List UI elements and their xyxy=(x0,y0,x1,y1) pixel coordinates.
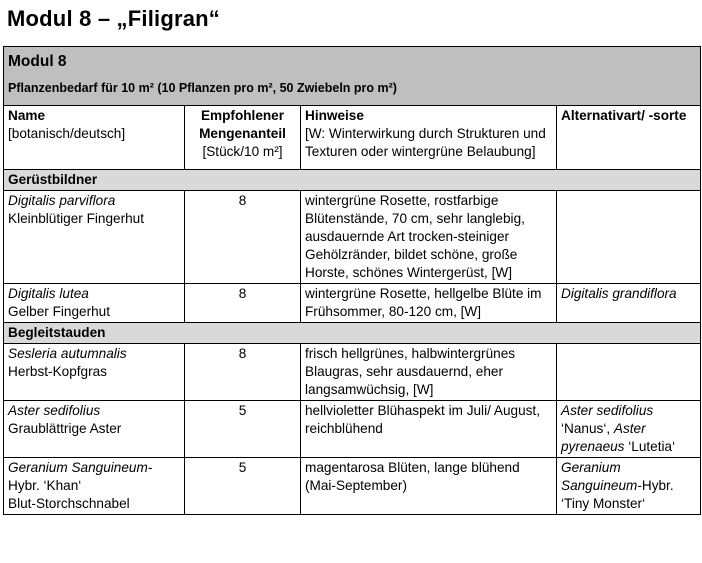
alt-cell xyxy=(557,401,701,458)
alt-name-part: Aster pyrenaeus xyxy=(561,421,646,454)
german-name: Herbst-Kopfgras xyxy=(8,364,107,379)
group-label: Gerüstbildner xyxy=(4,170,701,191)
german-name: Kleinblütiger Fingerhut xyxy=(8,211,145,226)
german-name: Gelber Fingerhut xyxy=(8,304,111,319)
col-amount-title-2: Mengenanteil xyxy=(199,126,286,141)
botanical-name: Digitalis parviflora xyxy=(8,193,116,208)
amount-cell: 8 xyxy=(185,191,301,284)
table-row xyxy=(4,458,701,515)
botanical-name: Aster sedifolius xyxy=(8,403,101,418)
module-header-row xyxy=(4,47,701,106)
col-header-name xyxy=(4,106,185,170)
alt-cell xyxy=(557,191,701,284)
botanical-name: Sesleria autumnalis xyxy=(8,346,127,361)
amount-cell: 8 xyxy=(185,284,301,323)
notes-cell: hellvioletter Blühaspekt im Juli/ August, reichblühend xyxy=(301,401,557,458)
col-header-amount xyxy=(185,106,301,170)
alt-cultivar-part: ‘Nanus‘, xyxy=(561,421,614,436)
alt-name-part: Geranium Sanguineum xyxy=(561,460,638,493)
german-name: Graublättrige Aster xyxy=(8,421,122,436)
col-header-notes xyxy=(301,106,557,170)
alt-cell xyxy=(557,344,701,401)
module-header xyxy=(4,47,701,106)
col-name-sub: [botanisch/deutsch] xyxy=(8,126,126,141)
amount-cell: 8 xyxy=(185,344,301,401)
alt-cell xyxy=(557,458,701,515)
group-label: Begleitstauden xyxy=(4,323,701,344)
module-title: Modul 8 xyxy=(8,53,67,70)
botanical-name: Digitalis lutea xyxy=(8,286,89,301)
group-row xyxy=(4,323,701,344)
group-row xyxy=(4,170,701,191)
col-notes-title: Hinweise xyxy=(305,108,364,123)
col-name-title: Name xyxy=(8,108,46,123)
col-notes-sub: [W: Winterwirkung durch Strukturen und Texturen oder wintergrüne Belaubung] xyxy=(305,126,546,159)
col-amount-sub: [Stück/10 m²] xyxy=(202,144,283,159)
table-row xyxy=(4,401,701,458)
page-title: Modul 8 – „Filigran“ xyxy=(7,6,221,31)
notes-cell: wintergrüne Rosette, rostfarbige Blütenstände, 70 cm, sehr langlebig, ausdauernde Art trocken-steiniger Gehölzränder, bildet schöne, große Horste, schönes Wintergerüst, [W] xyxy=(301,191,557,284)
alt-name-part: Aster sedifolius xyxy=(561,403,654,418)
table-row xyxy=(4,344,701,401)
table-row xyxy=(4,191,701,284)
col-alt-title: Alternativart/ -sorte xyxy=(561,108,687,123)
alt-cultivar-part: -Hybr. ‘Tiny Monster‘ xyxy=(561,478,674,511)
alt-cell: Digitalis grandiflora xyxy=(557,284,701,323)
column-header-row xyxy=(4,106,701,170)
amount-cell: 5 xyxy=(185,401,301,458)
notes-cell: frisch hellgrünes, halbwintergrünes Blaugras, sehr ausdauernd, eher langsamwüchsig, [W] xyxy=(301,344,557,401)
notes-cell: magentarosa Blüten, lange blühend (Mai-September) xyxy=(301,458,557,515)
botanical-name: Geranium Sanguineum- xyxy=(8,460,153,475)
plant-table xyxy=(3,46,701,515)
table-row xyxy=(4,284,701,323)
notes-cell: wintergrüne Rosette, hellgelbe Blüte im Frühsommer, 80-120 cm, [W] xyxy=(301,284,557,323)
module-subtitle: Pflanzenbedarf für 10 m² (10 Pflanzen pro m², 50 Zwiebeln pro m²) xyxy=(8,81,397,95)
alt-cultivar-part: ‘Lutetia‘ xyxy=(624,439,676,454)
col-amount-title-1: Empfohlener xyxy=(200,108,285,123)
amount-cell: 5 xyxy=(185,458,301,515)
german-name: Blut-Storchschnabel xyxy=(8,496,130,511)
col-header-alt xyxy=(557,106,701,170)
cultivar-name: Hybr. ‘Khan‘ xyxy=(8,478,82,493)
